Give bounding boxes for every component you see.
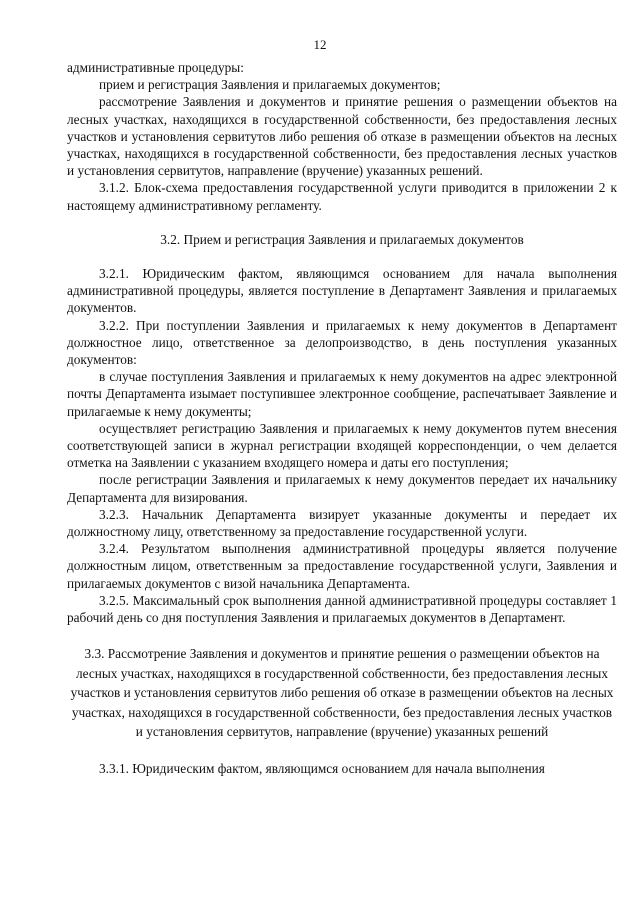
paragraph: 3.2.5. Максимальный срок выполнения данной административной процедуры составляет 1 рабочий день со дня поступления Заявления и прилагаемых документов в Департамент. <box>67 592 617 626</box>
paragraph: в случае поступления Заявления и прилагаемых к нему документов на адрес электронной почты Департамента изымает поступившее электронное сообщение, распечатывает Заявление и прилагаемые к нему документы; <box>67 369 617 419</box>
paragraph: после регистрации Заявления и прилагаемых к нему документов передает их начальнику Департамента для визирования. <box>67 472 617 505</box>
section-heading-3-3: 3.3. Рассмотрение Заявления и документов и принятие решения о размещении объектов на лесных участках, находящихся в государственной собственности, без предоставления лесных участков и установления сервитутов либо решения об отказе в размещении объектов на лесных участках, находящихся в государственной собственности, без предоставления лесных участков и установления сервитутов, направление (вручение) указанных решений <box>70 646 614 740</box>
section-heading-3-2: 3.2. Прием и регистрация Заявления и прилагаемых документов <box>160 231 524 247</box>
paragraph: 3.1.2. Блок-схема предоставления государственной услуги приводится в приложении 2 к настоящему административному регламенту. <box>67 180 617 213</box>
paragraph: рассмотрение Заявления и документов и принятие решения о размещении объектов на лесных участках, находящихся в государственной собственности, без предоставления лесных участков и установления сервитутов либо решения об отказе в размещении объектов на лесных участках, находящихся в государственной собственности, без предоставления лесных участков и установления сервитутов, направление (вручение) указанных решений. <box>67 94 617 179</box>
paragraph: 3.2.4. Результатом выполнения административной процедуры является получение должностным лицом, ответственным за предоставление государственной услуги, Заявления и прилагаемых документов с визой начальника Департамента. <box>67 541 617 591</box>
paragraph: 3.2.1. Юридическим фактом, являющимся основанием для начала выполнения административной процедуры, является поступление в Департамент Заявления и прилагаемых документов. <box>67 266 617 316</box>
paragraph: 3.2.2. При поступлении Заявления и прилагаемых к нему документов в Департамент должностное лицо, ответственное за делопроизводство, в день поступления указанных документов: <box>67 317 617 368</box>
page-number: 12 <box>313 37 327 52</box>
document-body <box>67 59 617 777</box>
paragraph: 3.2.3. Начальник Департамента визирует указанные документы и передает их должностному лицу, ответственному за предоставление государственной услуги. <box>67 506 617 540</box>
paragraph: 3.3.1. Юридическим фактом, являющимся основанием для начала выполнения <box>99 760 545 776</box>
paragraph: прием и регистрация Заявления и прилагаемых документов; <box>99 77 441 93</box>
paragraph: осуществляет регистрацию Заявления и прилагаемых к нему документов путем внесения соответствующей записи в журнал регистрации входящей корреспонденции, о чем делается отметка на Заявлении с указанием входящего номера и даты его поступления; <box>67 420 617 471</box>
paragraph: административные процедуры: <box>67 60 244 75</box>
